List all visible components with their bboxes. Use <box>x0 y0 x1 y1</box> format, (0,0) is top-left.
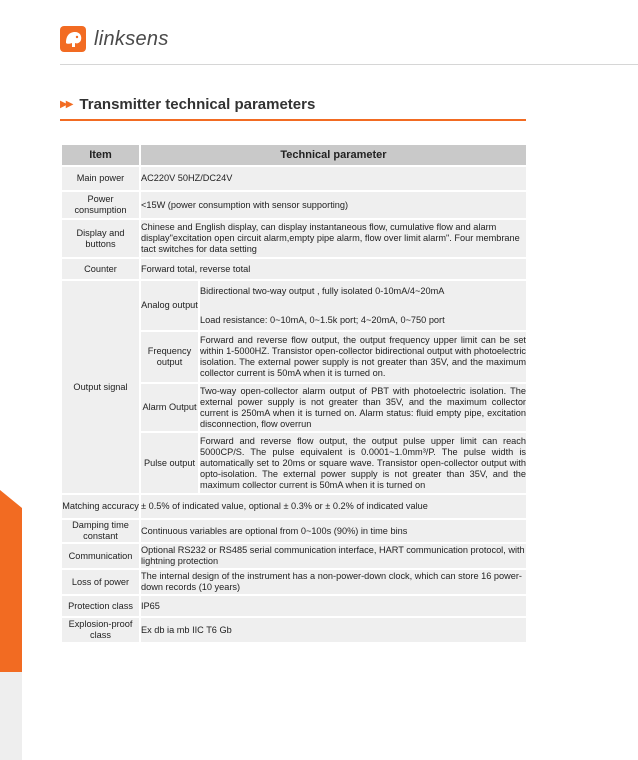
title-underline <box>60 119 526 121</box>
analog-line-1: Bidirectional two-way output , fully isolated 0-10mA/4~20mA <box>200 285 445 296</box>
row-value: Chinese and English display, can display instantaneous flow, cumulative flow and alarm display"excitation open circuit alarm,empty pipe alarm, flow over limit alarm". Four membrane tact switches for data setting <box>140 219 527 258</box>
row-value: Ex db ia mb IIC T6 Gb <box>140 617 527 643</box>
table-row <box>61 543 527 569</box>
table-row <box>61 519 527 543</box>
row-label: Protection class <box>61 595 140 617</box>
spec-table <box>60 143 528 644</box>
sub-label: Analog output <box>140 280 199 331</box>
analog-line-2: Load resistance: 0~10mA, 0~1.5k port; 4~20mA, 0~750 port <box>200 314 445 325</box>
section-heading <box>60 96 315 113</box>
row-value: <15W (power consumption with sensor supporting) <box>140 191 527 219</box>
row-label: Communication <box>61 543 140 569</box>
row-label: Output signal <box>61 280 140 494</box>
row-value: Continuous variables are optional from 0~100s (90%) in time bins <box>140 519 527 543</box>
header-divider <box>60 64 638 65</box>
side-gray-bar <box>0 672 22 760</box>
table-row <box>61 595 527 617</box>
brand-logo <box>60 26 169 52</box>
row-label: Damping time constant <box>61 519 140 543</box>
table-row <box>61 280 527 331</box>
row-value: Two-way open-collector alarm output of PBT with photoelectric isolation. The external power supply is not greater than 35V, and the maximum collector current is 250mA when it is turned on. Alarm status: fluid empty pipe, excitation disconnection, flow overrun <box>199 383 527 432</box>
row-value: AC220V 50HZ/DC24V <box>140 166 527 191</box>
side-accent-corner <box>0 490 22 508</box>
table-row <box>61 569 527 595</box>
double-arrow-icon: ▶▶ <box>60 99 72 110</box>
row-value: Forward and reverse flow output, the output frequency upper limit can be set within 1-5000HZ. Transistor open-collector bidirectional output with photoelectric isolation. The external power supply is not greater than 35V, and the maximum collector current is 50mA when it is turned on. <box>199 331 527 383</box>
sub-label: Alarm Output <box>140 383 199 432</box>
row-value: ± 0.5% of indicated value, optional ± 0.3% or ± 0.2% of indicated value <box>140 494 527 519</box>
row-value: The internal design of the instrument has a non-power-down clock, which can store 16 power-down records (10 years) <box>140 569 527 595</box>
section-title: Transmitter technical parameters <box>79 96 316 113</box>
table-row <box>61 191 527 219</box>
row-label: Matching accuracy <box>61 494 140 519</box>
header-item: Item <box>61 144 140 166</box>
table-header-row <box>61 144 527 166</box>
row-value: IP65 <box>140 595 527 617</box>
row-value: Forward and reverse flow output, the output pulse upper limit can reach 5000CP/S. The pulse equivalent is 0.0001~1.0mm³/P. The pulse width is automatically set to 20ms or square wave. Transistor open-collector output with opto-isolation. The external power supply is not greater than 35V, and the maximum collector current is 50mA when it is turned on <box>199 432 527 494</box>
table-row <box>61 166 527 191</box>
row-value: Forward total, reverse total <box>140 258 527 280</box>
sub-label: Pulse output <box>140 432 199 494</box>
header-parameter: Technical parameter <box>140 144 527 166</box>
row-label: Display and buttons <box>61 219 140 258</box>
table-row <box>61 494 527 519</box>
row-label: Counter <box>61 258 140 280</box>
row-value: Optional RS232 or RS485 serial communication interface, HART communication protocol, with lightning protection <box>140 543 527 569</box>
sub-label: Frequency output <box>140 331 199 383</box>
table-row <box>61 617 527 643</box>
side-accent-bar <box>0 508 22 672</box>
elephant-icon <box>60 26 86 52</box>
row-label: Loss of power <box>61 569 140 595</box>
brand-name: linksens <box>94 27 169 50</box>
row-label: Explosion-proof class <box>61 617 140 643</box>
table-row <box>61 258 527 280</box>
table-row <box>61 219 527 258</box>
row-label: Main power <box>61 166 140 191</box>
row-label: Power consumption <box>61 191 140 219</box>
row-value <box>199 280 527 331</box>
